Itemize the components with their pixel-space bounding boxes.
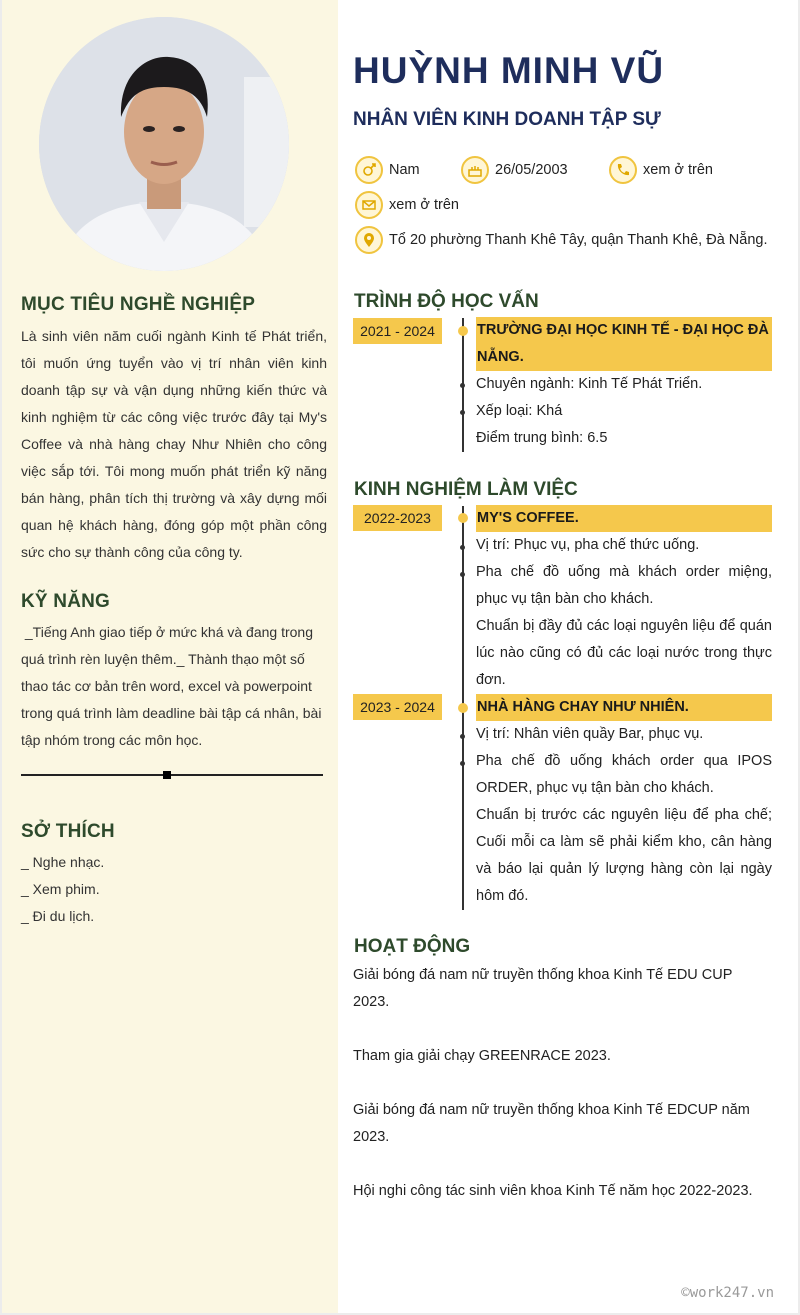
activities-heading: HOẠT ĐỘNG [354,936,471,957]
bullet-dot [460,761,465,766]
timeline-dot [458,326,468,336]
job-company: NHÀ HÀNG CHAY NHƯ NHIÊN. [476,694,772,721]
objective-text: Là sinh viên năm cuối ngành Kinh tế Phát triển, tôi muốn ứng tuyển vào vị trí nhân viên kinh doanh tập sự và vận dụng những kiến thức và kinh nghiệm từ các công việc trước đây tại My's Coffee và nhà hàng chay Như Nhiên cho công việc sắp tới. Tôi mong muốn phát triển kỹ năng bán hàng, phân tích thị trường và xây dựng mối quan hệ khách hàng, đóng góp một phần công sức cho sự thành công của công ty. [21,328,327,560]
job-duty: Chuẩn bị trước các nguyên liệu để pha chế; Cuối mỗi ca làm sẽ phải kiểm kho, cân hàng và báo lại quản lý lượng hàng còn lại ngày hôm đó. [476,807,772,904]
divider-marker [163,771,171,779]
timeline-dot [458,703,468,713]
birthday-info [461,156,568,184]
hobby-item: _ Nghe nhạc. [21,854,105,870]
gender-value: Nam [389,162,420,178]
hobby-item: _ Xem phim. [21,881,100,897]
hobbies-heading: SỞ THÍCH [21,821,115,842]
bullet-dot [460,734,465,739]
profile-photo [39,17,289,271]
cv-page [2,0,798,1313]
timeline-dot [458,513,468,523]
gender-icon [355,156,383,184]
job-date: 2023 - 2024 [353,694,442,720]
divider-line [21,774,323,776]
candidate-name: HUỲNH MINH VŨ [353,50,665,91]
birthday-icon [461,156,489,184]
job-duty: Pha chế đồ uống mà khách order miệng, phục vụ tận bàn cho khách. [476,564,772,607]
activity-item: Giải bóng đá nam nữ truyền thống khoa Kinh Tế EDCUP năm 2023. [353,1102,750,1145]
education-heading: TRÌNH ĐỘ HỌC VẤN [354,291,539,312]
education-rank: Xếp loại: Khá [476,403,563,419]
address-value: Tổ 20 phường Thanh Khê Tây, quận Thanh Khê, Đà Nẵng. [389,232,768,248]
bullet-dot [460,383,465,388]
education-date: 2021 - 2024 [353,318,442,344]
experience-heading: KINH NGHIỆM LÀM VIỆC [354,479,578,500]
education-gpa: Điểm trung bình: 6.5 [476,430,608,446]
job-position: Vị trí: Nhân viên quầy Bar, phục vụ. [476,726,704,742]
education-major: Chuyên ngành: Kinh Tế Phát Triển. [476,376,703,392]
activity-item: Hội nghi công tác sinh viên khoa Kinh Tế năm học 2022-2023. [353,1183,753,1199]
job-duty: Pha chế đồ uống khách order qua IPOS ORDER, phục vụ tận bàn cho khách. [476,753,772,796]
education-school: TRƯỜNG ĐẠI HỌC KINH TẾ - ĐẠI HỌC ĐÀ NẴNG. [476,317,772,371]
phone-info [609,156,713,184]
sidebar [2,0,338,1313]
bullet-dot [460,572,465,577]
gender-info [355,156,420,184]
birthday-value: 26/05/2003 [495,162,568,178]
skills-text: _Tiếng Anh giao tiếp ở mức khá và đang trong quá trình rèn luyện thêm._ Thành thạo một số thao tác cơ bản trên word, excel và powerpoint trong quá trình làm deadline bài tập cá nhân, bài tập nhóm trong các môn học. [21,624,326,748]
skills-heading: KỸ NĂNG [21,591,111,612]
profile-photo-illustration [39,17,289,271]
address-icon [355,226,383,254]
email-info [355,191,459,219]
hobby-item: _ Đi du lịch. [21,908,95,924]
bullet-dot [460,545,465,550]
email-icon [355,191,383,219]
candidate-role: NHÂN VIÊN KINH DOANH TẬP SỰ [353,109,661,130]
bullet-dot [460,410,465,415]
job-date: 2022-2023 [353,505,442,531]
address-info [355,226,768,254]
objective-heading: MỤC TIÊU NGHỀ NGHIỆP [21,294,256,315]
watermark: ©work247.vn [681,1285,774,1301]
activity-item: Tham gia giải chạy GREENRACE 2023. [353,1048,611,1064]
job-duty: Chuẩn bị đầy đủ các loại nguyên liệu để quán lúc nào cũng có đủ các loại nước trong thực đơn. [476,618,772,688]
phone-value: xem ở trên [643,162,713,178]
phone-icon [609,156,637,184]
email-value: xem ở trên [389,197,459,213]
activity-item: Giải bóng đá nam nữ truyền thống khoa Kinh Tế EDU CUP 2023. [353,967,733,1010]
job-position: Vị trí: Phục vụ, pha chế thức uống. [476,537,700,553]
job-company: MY'S COFFEE. [476,505,772,532]
